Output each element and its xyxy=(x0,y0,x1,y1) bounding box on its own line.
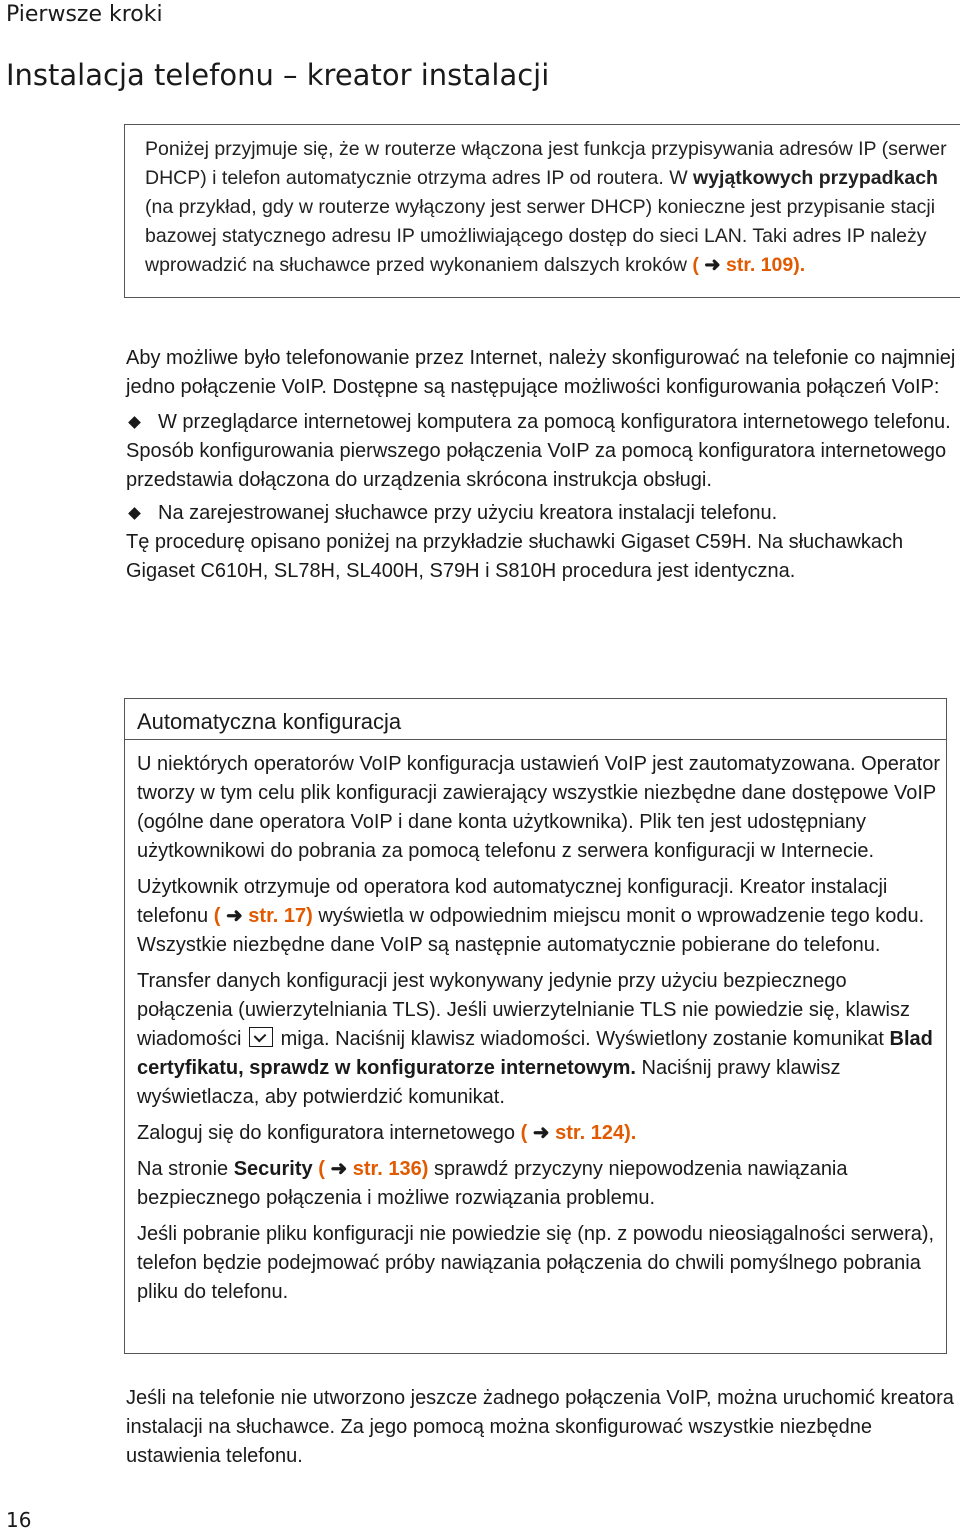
arrow-right-icon: ➜ xyxy=(532,1122,550,1144)
note-text-2: (na przykład, gdy w routerze wyłączony jest serwer DHCP) konieczne jest przypisanie stacji bazowej statycznego adresu IP umożliwiającego dostęp do sieci LAN. Taki adres IP należy wprowadzić na słuchawce przed wykonaniem dalszych kroków xyxy=(145,196,936,276)
arrow-right-icon: ➜ xyxy=(330,1158,348,1180)
page-number: 16 xyxy=(6,1508,32,1532)
auto-paragraph-6: Jeśli pobranie pliku konfiguracji nie powiedzie się (np. z powodu nieosiągalności serwera), telefon będzie podejmować próby nawiązania połączenia do chwili pomyślnego pobrania pliku do telefonu. xyxy=(137,1223,935,1303)
auto-paragraph-5: Na stronie Security ( ➜ str. 136) sprawdź przyczyny niepowodzenia nawiązania bezpiecznego połączenia i możliwe rozwiązania problemu. xyxy=(137,1155,946,1213)
note-bold: wyjątkowych przypadkach xyxy=(693,167,938,189)
page-reference-link[interactable]: ( ➜ str. 136) xyxy=(318,1158,428,1180)
list-item-detail: Tę procedurę opisano poniżej na przykładzie słuchawki Gigaset C59H. Na słuchawkach Gigaset C610H, SL78H, SL400H, S79H i S810H procedura jest identyczna. xyxy=(126,531,904,582)
outro-paragraph: Jeśli na telefonie nie utworzono jeszcze żadnego połączenia VoIP, można uruchomić kreatora instalacji na słuchawce. Za jego pomocą można skonfigurować wszystkie niezbędne ustawienia telefonu. xyxy=(126,1387,954,1467)
page-title: Instalacja telefonu – kreator instalacji xyxy=(6,58,550,92)
auto-config-box xyxy=(124,698,947,1354)
list-item-detail: Sposób konfigurowania pierwszego połączenia VoIP za pomocą konfiguratora internetowego przedstawia dołączona do urządzenia skrócona instrukcja obsługi. xyxy=(126,440,947,491)
section-header: Pierwsze kroki xyxy=(6,2,163,27)
page-reference-link[interactable]: ( ➜ str. 109). xyxy=(692,254,805,276)
bullet-diamond-icon xyxy=(128,416,141,429)
arrow-right-icon: ➜ xyxy=(225,905,243,927)
note-box xyxy=(124,124,960,298)
auto-paragraph-2: Użytkownik otrzymuje od operatora kod automatycznej konfiguracji. Kreator instalacji telefonu ( ➜ str. 17) wyświetla w odpowiednim miejscu monit o wprowadzenie tego kodu. Wszystkie niezbędne dane VoIP są następnie automatycznie pobierane do telefonu. xyxy=(137,876,925,956)
arrow-right-icon: ➜ xyxy=(704,254,721,276)
note-text-1: Poniżej przyjmuje się, że w routerze włączona jest funkcja przypisywania adresów IP (serwer DHCP) i telefon automatycznie otrzyma adres IP od routera. W xyxy=(145,138,947,189)
intro-section xyxy=(126,344,960,586)
intro-paragraph: Aby możliwe było telefonowanie przez Internet, należy skonfigurować na telefonie co najmniej jedno połączenie VoIP. Dostępne są następujące możliwości konfigurowania połączeń VoIP: xyxy=(126,347,956,398)
list-item: Na zarejestrowanej słuchawce przy użyciu kreatora instalacji telefonu. xyxy=(126,499,960,528)
auto-config-title: Automatyczna konfiguracja xyxy=(125,705,946,740)
list-item: W przeglądarce internetowej komputera za pomocą konfiguratora internetowego telefonu. xyxy=(126,408,960,437)
auto-paragraph-1: U niektórych operatorów VoIP konfiguracja ustawień VoIP jest zautomatyzowana. Operator tworzy w tym celu plik konfiguracji zawierający wszystkie niezbędne dane dostępowe VoIP (ogólne dane operatora VoIP i dane konta użytkownika). Plik ten jest udostępniany użytkownikowi do pobrania za pomocą telefonu z serwera konfiguracji w Internecie. xyxy=(137,753,941,862)
auto-paragraph-4: Zaloguj się do konfiguratora internetowego ( ➜ str. 124). xyxy=(137,1119,946,1148)
message-key-icon xyxy=(249,1027,273,1047)
bullet-diamond-icon xyxy=(128,507,141,520)
page-reference-link[interactable]: ( ➜ str. 124). xyxy=(521,1122,637,1144)
auto-paragraph-3: Transfer danych konfiguracji jest wykonywany jedynie przy użyciu bezpiecznego połączenia (uwierzytelniania TLS). Jeśli uwierzytelnianie TLS nie powiedzie się, klawisz wiadomości miga. Naciśnij klawisz wiadomości. Wyświetlony zostanie komunikat Blad certyfikatu, sprawdz w konfiguratorze internetowym. Naciśnij prawy klawisz wyświetlacza, aby potwierdzić komunikat. xyxy=(137,970,933,1108)
page-reference-link[interactable]: ( ➜ str. 17) xyxy=(214,905,313,927)
